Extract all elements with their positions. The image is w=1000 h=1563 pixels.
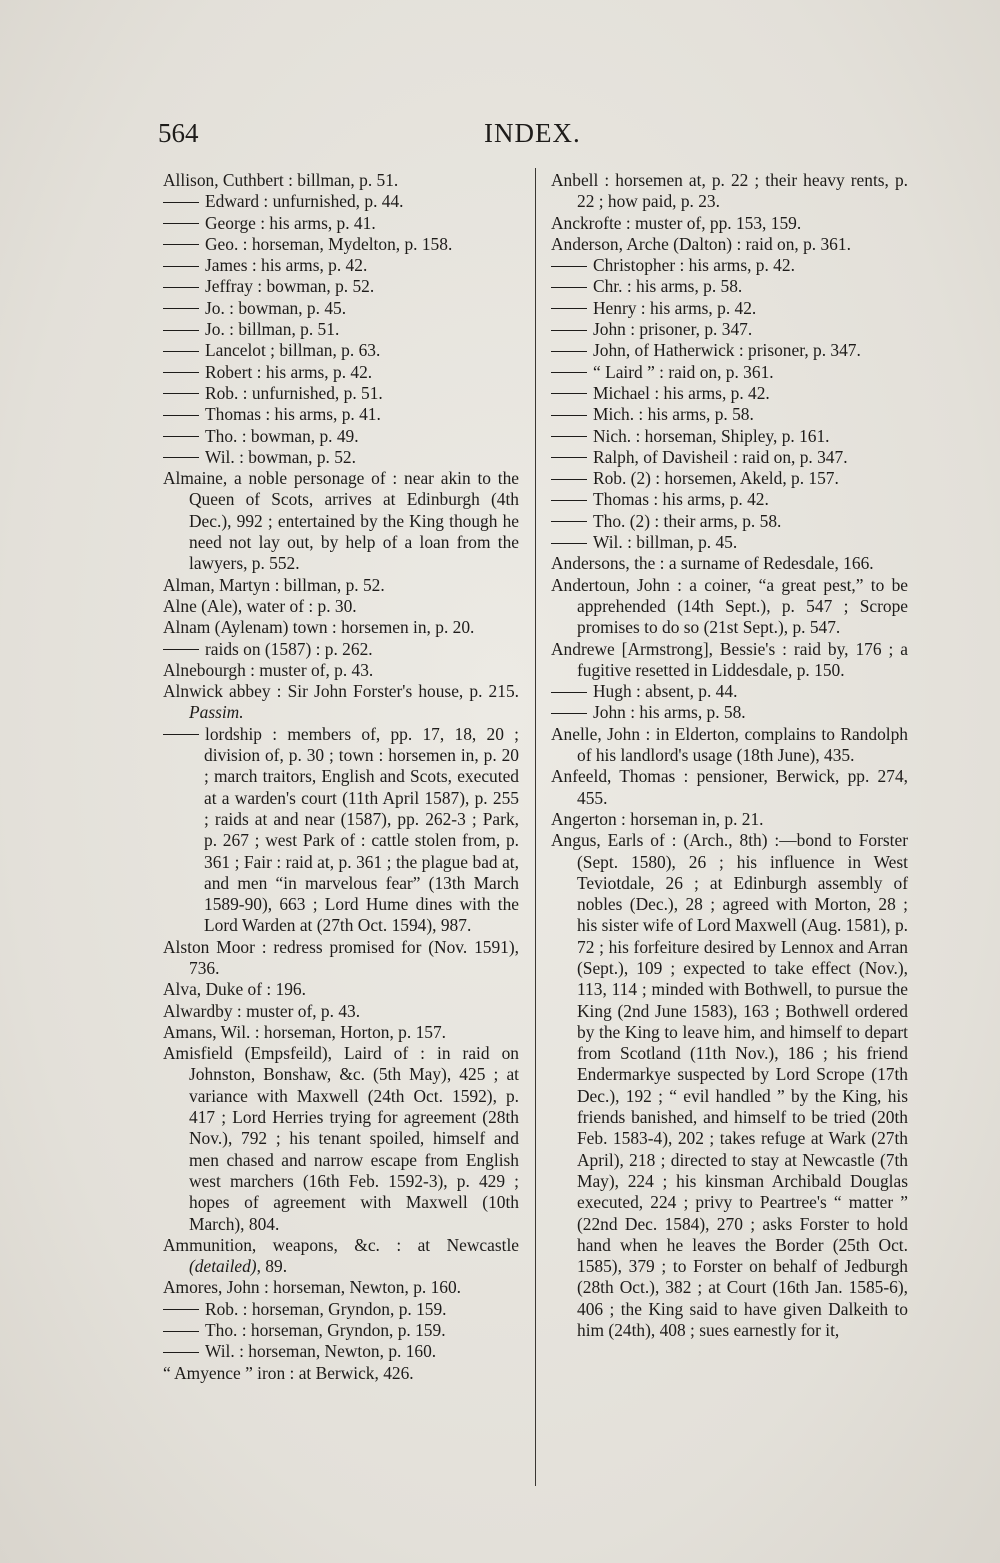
index-subentry	[163, 447, 519, 468]
entry-suffix-text: , 89.	[256, 1256, 288, 1277]
index-entry	[163, 575, 519, 596]
entry-text: Angus, Earls of : (Arch., 8th) :—bond to Forster (Sept. 1580), 26 ; his influence in West Teviotdale, 26 ; at Edinburgh assembly of nobles (Dec.), 28 ; agreed with Morton, 28 ; his sister wife of Lord Maxwell (Aug. 1581), p. 72 ; his forfeiture desired by Lennox and Arran (Sept.), 109 ; expected to take effect (Nov.), 113, 114 ; minded with Bothwell, to pursue the King (2nd June 1583), 163 ; Bothwell ordered by the King to leave him, and himself to depart from Scotland (11th Nov.), 186 ; his friend Endermarkye suspected by Lord Scrope (17th Dec.), 192 ; “ evil handled ” by the King, his friends banished, and himself to be tried (20th Feb. 1583-4), 202 ; takes refuge at Wark (27th April), 218 ; directed to stay at Newcastle (7th May), 224 ; his kinsman Archibald Douglas executed, 224 ; privy to Peartree's “ matter ” (22nd Dec. 1584), 270 ; asks Forster to hold hand when he leaves the Border (25th Oct. 1585), 379 ; to Forster on behalf of Jedburgh (28th Oct.), 382 ; at Court (16th Jan. 1585-6), 406 ; the King said to have given Dalkeith to him (24th), 408 ; sues earnestly for it,	[551, 830, 908, 1341]
ditto-dash	[551, 500, 587, 501]
page-number: 564	[158, 118, 199, 148]
entry-text: Almaine, a noble personage of : near akin to the Queen of Scots, arrives at Edinburgh (4th Dec.), 992 ; entertained by the King though he need not lay out, by help of a loan from the lawyers, p. 552.	[163, 468, 519, 574]
entry-text: Wil. : billman, p. 45.	[593, 532, 738, 553]
column-divider	[535, 168, 536, 1486]
index-subentry	[163, 340, 519, 361]
index-subentry	[163, 298, 519, 319]
entry-text: Ammunition, weapons, &c. : at Newcastle	[163, 1234, 519, 1255]
entry-text: “ Laird ” : raid on, p. 361.	[593, 361, 774, 382]
ditto-dash	[551, 479, 587, 480]
ditto-dash	[163, 415, 199, 416]
entry-text: Hugh : absent, p. 44.	[593, 681, 738, 702]
entry-text: Jo. : billman, p. 51.	[205, 319, 340, 340]
entry-text: Andersons, the : a surname of Redesdale, 166.	[551, 553, 874, 574]
index-entry	[163, 468, 519, 574]
entry-italic-text: (detailed)	[189, 1256, 257, 1277]
entry-text: Andertoun, John : a coiner, “a great pest,” to be apprehended (14th Sept.), p. 547 ; Scrope promises to do so (21st Sept.), p. 547.	[551, 574, 908, 638]
ditto-dash	[163, 393, 199, 394]
entry-text: Nich. : horseman, Shipley, p. 161.	[593, 425, 830, 446]
index-subentry	[551, 447, 908, 468]
ditto-dash	[163, 287, 199, 288]
page-header	[158, 118, 918, 158]
ditto-dash	[551, 308, 587, 309]
entry-text: James : his arms, p. 42.	[205, 255, 368, 276]
entry-text: Alwardby : muster of, p. 43.	[163, 1000, 361, 1021]
entry-text: Edward : unfurnished, p. 44.	[205, 191, 404, 212]
ditto-dash	[163, 649, 199, 650]
index-entry	[551, 553, 908, 574]
right-index-column	[551, 170, 908, 1341]
ditto-dash	[551, 457, 587, 458]
entry-text: Alnebourgh : muster of, p. 43.	[163, 659, 374, 680]
entry-text: Jo. : bowman, p. 45.	[205, 297, 347, 318]
index-subentry	[551, 362, 908, 383]
entry-text: Mich. : his arms, p. 58.	[593, 404, 754, 425]
index-entry	[551, 809, 908, 830]
ditto-dash	[163, 308, 199, 309]
entry-text: Michael : his arms, p. 42.	[593, 382, 770, 403]
entry-text: raids on (1587) : p. 262.	[205, 638, 373, 659]
entry-italic-text: Passim.	[189, 702, 244, 723]
ditto-dash	[551, 287, 587, 288]
ditto-dash	[163, 436, 199, 437]
entry-text: Alston Moor : redress promised for (Nov. 1591), 736.	[163, 936, 519, 978]
entry-text: John : prisoner, p. 347.	[593, 319, 753, 340]
index-subentry	[163, 362, 519, 383]
index-subentry	[163, 1341, 519, 1362]
index-subentry	[551, 468, 908, 489]
index-subentry	[551, 426, 908, 447]
entry-text: Wil. : horseman, Newton, p. 160.	[205, 1341, 437, 1362]
index-entry	[163, 1363, 519, 1384]
entry-text: Lancelot ; billman, p. 63.	[205, 340, 381, 361]
entry-text: Robert : his arms, p. 42.	[205, 361, 373, 382]
entry-text: Alnwick abbey : Sir John Forster's house, p. 215.	[163, 681, 519, 702]
entry-text: Geo. : horseman, Mydelton, p. 158.	[205, 233, 453, 254]
ditto-dash	[163, 330, 199, 331]
ditto-dash	[551, 266, 587, 267]
entry-text: Jeffray : bowman, p. 52.	[205, 276, 375, 297]
entry-text: Tho. (2) : their arms, p. 58.	[593, 510, 782, 531]
index-subentry	[551, 255, 908, 276]
entry-text: Rob. : horseman, Gryndon, p. 159.	[205, 1298, 447, 1319]
ditto-dash	[551, 393, 587, 394]
ditto-dash	[551, 372, 587, 373]
index-subentry	[163, 255, 519, 276]
index-entry	[163, 596, 519, 617]
index-subentry	[551, 319, 908, 340]
ditto-dash	[551, 521, 587, 522]
index-subentry	[163, 319, 519, 340]
index-subentry	[551, 532, 908, 553]
index-entry	[551, 170, 908, 213]
index-subentry	[551, 489, 908, 510]
ditto-dash	[551, 351, 587, 352]
ditto-dash	[551, 713, 587, 714]
left-index-column	[163, 170, 519, 1384]
entry-text: George : his arms, p. 41.	[205, 212, 376, 233]
index-subentry	[163, 1299, 519, 1320]
index-subentry	[551, 702, 908, 723]
index-entry	[163, 617, 519, 638]
ditto-dash	[163, 457, 199, 458]
entry-text: Anfeeld, Thomas : pensioner, Berwick, pp. 274, 455.	[551, 766, 908, 808]
entry-text: Alman, Martyn : billman, p. 52.	[163, 574, 385, 595]
ditto-dash	[163, 1309, 199, 1310]
index-entry	[163, 660, 519, 681]
ditto-dash	[163, 1352, 199, 1353]
index-entry	[551, 830, 908, 1341]
index-subentry	[163, 383, 519, 404]
index-subentry	[163, 639, 519, 660]
ditto-dash	[551, 692, 587, 693]
index-entry	[163, 170, 519, 191]
entry-text: Wil. : bowman, p. 52.	[205, 446, 356, 467]
index-entry	[163, 1022, 519, 1043]
ditto-dash	[163, 1331, 199, 1332]
index-entry	[163, 1277, 519, 1298]
ditto-dash	[551, 543, 587, 544]
index-subentry	[163, 404, 519, 425]
ditto-dash	[163, 372, 199, 373]
index-subentry	[551, 404, 908, 425]
entry-text: Tho. : bowman, p. 49.	[205, 425, 359, 446]
index-subentry	[163, 213, 519, 234]
entry-text: Ralph, of Davisheil : raid on, p. 347.	[593, 446, 848, 467]
index-subentry	[163, 426, 519, 447]
entry-text: “ Amyence ” iron : at Berwick, 426.	[163, 1362, 414, 1383]
entry-text: Anderson, Arche (Dalton) : raid on, p. 361.	[551, 233, 851, 254]
index-entry	[163, 1001, 519, 1022]
entry-text: Rob. : unfurnished, p. 51.	[205, 382, 383, 403]
entry-text: John, of Hatherwick : prisoner, p. 347.	[593, 340, 861, 361]
index-subentry	[551, 276, 908, 297]
ditto-dash	[163, 734, 199, 735]
index-subentry	[551, 383, 908, 404]
ditto-dash	[551, 436, 587, 437]
ditto-dash	[163, 351, 199, 352]
index-entry	[551, 724, 908, 767]
index-entry	[551, 234, 908, 255]
index-subentry	[551, 681, 908, 702]
entry-text: Andrewe [Armstrong], Bessie's : raid by, 176 ; a fugitive resetted in Liddesdale, p. 150.	[551, 638, 908, 680]
index-subentry	[551, 511, 908, 532]
index-entry	[551, 213, 908, 234]
entry-text: Anbell : horsemen at, p. 22 ; their heavy rents, p. 22 ; how paid, p. 23.	[551, 170, 908, 212]
ditto-dash	[163, 266, 199, 267]
entry-text: Angerton : horseman in, p. 21.	[551, 808, 764, 829]
entry-text: Chr. : his arms, p. 58.	[593, 276, 743, 297]
index-entry	[163, 1043, 519, 1235]
entry-text: Henry : his arms, p. 42.	[593, 297, 757, 318]
index-entry	[163, 937, 519, 980]
entry-text: Amores, John : horseman, Newton, p. 160.	[163, 1277, 462, 1298]
entry-text: Alne (Ale), water of : p. 30.	[163, 595, 357, 616]
ditto-dash	[163, 244, 199, 245]
ditto-dash	[551, 415, 587, 416]
ditto-dash	[551, 330, 587, 331]
entry-text: Amisfield (Empsfeild), Laird of : in raid on Johnston, Bonshaw, &c. (5th May), 425 ; at variance with Maxwell (24th Oct. 1592), p. 417 ; Lord Herries trying for agreement (28th Nov.), 792 ; his tenant spoiled, himself and men chased and narrow escape from English west marchers (16th Feb. 1592-3), p. 429 ; hopes of agreement with Maxwell (10th March), 804.	[163, 1043, 519, 1234]
index-entry	[163, 979, 519, 1000]
index-entry	[163, 1235, 519, 1278]
index-subentry	[163, 234, 519, 255]
entry-text: Rob. (2) : horsemen, Akeld, p. 157.	[593, 468, 839, 489]
entry-text: Amans, Wil. : horseman, Horton, p. 157.	[163, 1021, 446, 1042]
index-subentry	[551, 298, 908, 319]
index-entry	[551, 575, 908, 639]
index-subentry	[551, 340, 908, 361]
entry-text: John : his arms, p. 58.	[593, 702, 746, 723]
index-entry	[551, 639, 908, 682]
index-subentry	[163, 1320, 519, 1341]
index-entry	[163, 681, 519, 724]
entry-text: Allison, Cuthbert : billman, p. 51.	[163, 170, 399, 190]
entry-text: Anelle, John : in Elderton, complains to Randolph of his landlord's usage (18th June), 435.	[551, 723, 908, 766]
entry-text: Alnam (Aylenam) town : horsemen in, p. 20.	[163, 617, 475, 638]
entry-text: Christopher : his arms, p. 42.	[593, 255, 795, 276]
entry-text: Thomas : his arms, p. 42.	[593, 489, 769, 510]
ditto-dash	[163, 223, 199, 224]
ditto-dash	[163, 202, 199, 203]
entry-text: lordship : members of, pp. 17, 18, 20 ; division of, p. 30 ; town : horsemen in, p. 20 ; march traitors, English and Scots, executed at a warden's court (11th April 1587), p. 255 ; raids at and near (1587), pp. 262-3 ; Park, p. 267 ; west Park of : cattle stolen from, p. 361 ; Fair : raid at, p. 361 ; the plague bad at, and men “in marvelous fear” (13th March 1589-90), 663 ; Lord Hume dines with the Lord Warden at (27th Oct. 1594), 987.	[204, 723, 519, 936]
entry-text: Tho. : horseman, Gryndon, p. 159.	[205, 1320, 446, 1341]
entry-text: Alva, Duke of : 196.	[163, 979, 306, 1000]
index-entry	[551, 766, 908, 809]
index-subentry	[163, 191, 519, 212]
entry-text: Anckrofte : muster of, pp. 153, 159.	[551, 212, 802, 233]
index-subentry	[163, 724, 519, 937]
running-title: INDEX.	[484, 118, 581, 148]
index-subentry	[163, 276, 519, 297]
entry-text: Thomas : his arms, p. 41.	[205, 404, 381, 425]
